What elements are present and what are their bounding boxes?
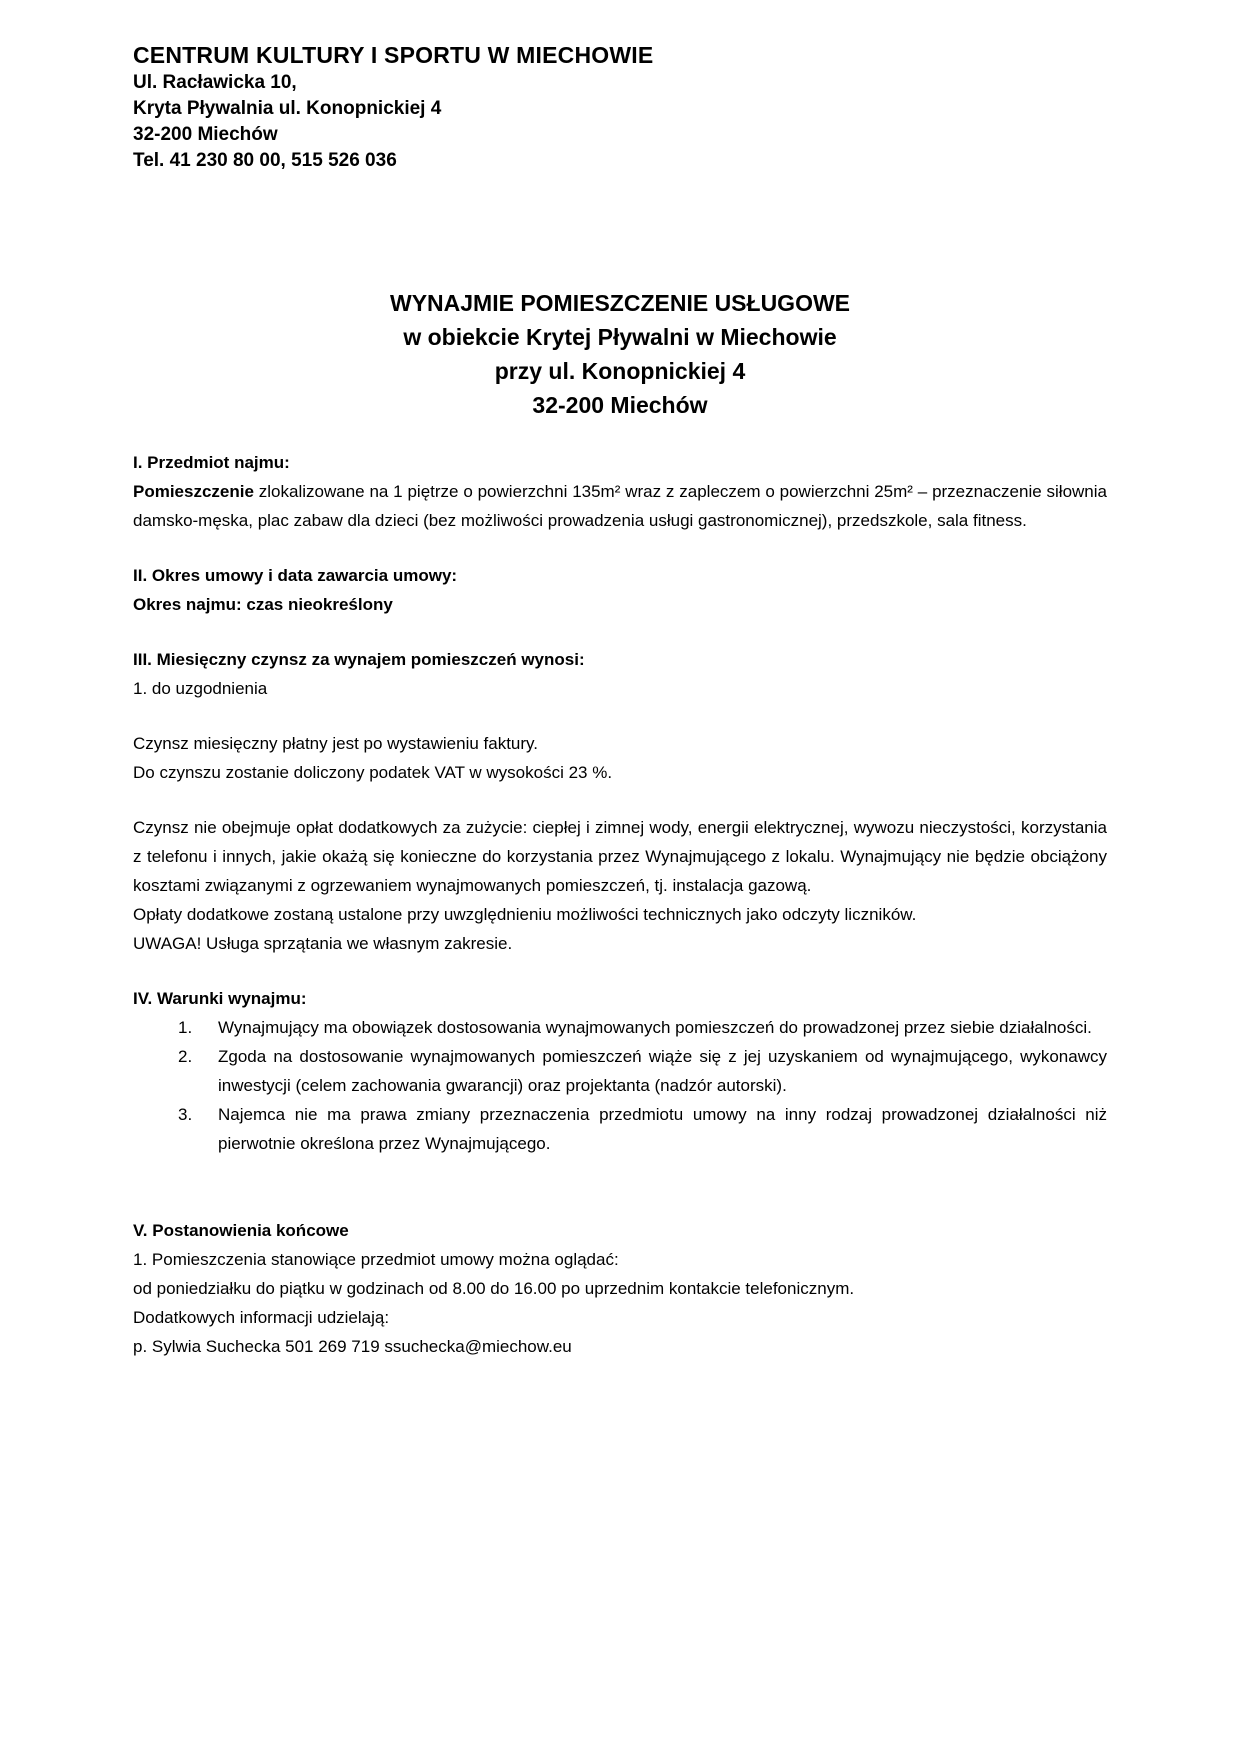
section-2-subheading: Okres najmu: czas nieokreślony	[133, 595, 393, 614]
phone-line: Tel. 41 230 80 00, 515 526 036	[133, 150, 397, 171]
section-2-heading: II. Okres umowy i data zawarcia umowy:	[133, 566, 458, 585]
section-1-lead: Pomieszczenie	[133, 482, 254, 501]
section-3-paragraph-2: Opłaty dodatkowe zostaną ustalone przy uwzględnieniu możliwości technicznych jako odczyty liczników.	[133, 905, 917, 924]
letterhead	[133, 40, 1107, 174]
section-1-paragraph	[133, 477, 1107, 535]
section-4-heading: IV. Warunki wynajmu:	[133, 989, 307, 1008]
list-item-text: Zgoda na dostosowanie wynajmowanych pomieszczeń wiąże się z jej uzyskaniem od wynajmującego, wykonawcy inwestycji (celem zachowania gwarancji) oraz projektanta (nadzór autorski).	[218, 1047, 1107, 1095]
list-item-number: 3.	[178, 1105, 193, 1124]
section-3-note-2: Do czynszu zostanie doliczony podatek VAT w wysokości 23 %.	[133, 763, 613, 782]
section-5-line-1: 1. Pomieszczenia stanowiące przedmiot umowy można oglądać:	[133, 1250, 619, 1269]
section-3-paragraph-3: UWAGA! Usługa sprzątania we własnym zakresie.	[133, 934, 513, 953]
list-item	[133, 1042, 1107, 1100]
section-przedmiot-najmu	[133, 448, 1107, 535]
address-line-3: 32-200 Miechów	[133, 124, 278, 145]
doc-body	[133, 448, 1107, 1361]
contact-line: p. Sylwia Suchecka 501 269 719 ssuchecka@miechow.eu	[133, 1337, 572, 1356]
section-3-note-1: Czynsz miesięczny płatny jest po wystawieniu faktury.	[133, 734, 539, 753]
section-5-line-3: Dodatkowych informacji udzielają:	[133, 1308, 390, 1327]
doc-title-line-4: 32-200 Miechów	[532, 392, 708, 418]
address-line-1: Ul. Racławicka 10,	[133, 72, 297, 93]
section-okres-umowy	[133, 561, 1107, 619]
conditions-list	[133, 1013, 1107, 1158]
list-item-text: Najemca nie ma prawa zmiany przeznaczenia przedmiotu umowy na inny rodzaj prowadzonej działalności niż pierwotnie określona przez Wynajmującego.	[218, 1105, 1107, 1153]
section-1-body: zlokalizowane na 1 piętrze o powierzchni 135m² wraz z zapleczem o powierzchni 25m² – przeznaczenie siłownia damsko-męska, plac zabaw dla dzieci (bez możliwości prowadzenia usługi gastronomicznej), przedszkole, sala fitness.	[133, 482, 1107, 530]
list-item-number: 2.	[178, 1047, 193, 1066]
section-3-paragraph-1: Czynsz nie obejmuje opłat dodatkowych za zużycie: ciepłej i zimnej wody, energii elektrycznej, wywozu nieczystości, korzystania z telefonu i innych, jakie okażą się konieczne do korzystania przez Wynajmującego z lokalu. Wynajmujący nie będzie obciążony kosztami związanymi z ogrzewaniem wynajmowanych pomieszczeń, tj. instalacja gazową.	[133, 818, 1107, 895]
doc-title-line-3: przy ul. Konopnickiej 4	[494, 358, 746, 384]
doc-title-line-1: WYNAJMIE POMIESZCZENIE USŁUGOWE	[389, 290, 851, 316]
section-5-heading: V. Postanowienia końcowe	[133, 1221, 349, 1240]
list-item-number: 1.	[178, 1018, 193, 1037]
list-item	[133, 1013, 1107, 1042]
list-item-text: Wynajmujący ma obowiązek dostosowania wynajmowanych pomieszczeń do prowadzonej przez siebie działalności.	[218, 1018, 1092, 1037]
section-czynsz	[133, 645, 1107, 958]
doc-title-line-2: w obiekcie Krytej Pływalni w Miechowie	[403, 324, 837, 350]
org-name: CENTRUM KULTURY I SPORTU W MIECHOWIE	[133, 42, 654, 68]
list-item	[133, 1100, 1107, 1158]
section-3-item: 1. do uzgodnienia	[133, 679, 268, 698]
section-5-line-2: od poniedziałku do piątku w godzinach od 8.00 do 16.00 po uprzednim kontakcie telefonicznym.	[133, 1279, 855, 1298]
section-warunki-wynajmu	[133, 984, 1107, 1158]
section-postanowienia-koncowe	[133, 1216, 1107, 1361]
section-3-heading: III. Miesięczny czynsz za wynajem pomieszczeń wynosi:	[133, 650, 585, 669]
address-line-2: Kryta Pływalnia ul. Konopnickiej 4	[133, 98, 442, 119]
section-1-heading: I. Przedmiot najmu:	[133, 453, 290, 472]
doc-title	[133, 286, 1107, 422]
